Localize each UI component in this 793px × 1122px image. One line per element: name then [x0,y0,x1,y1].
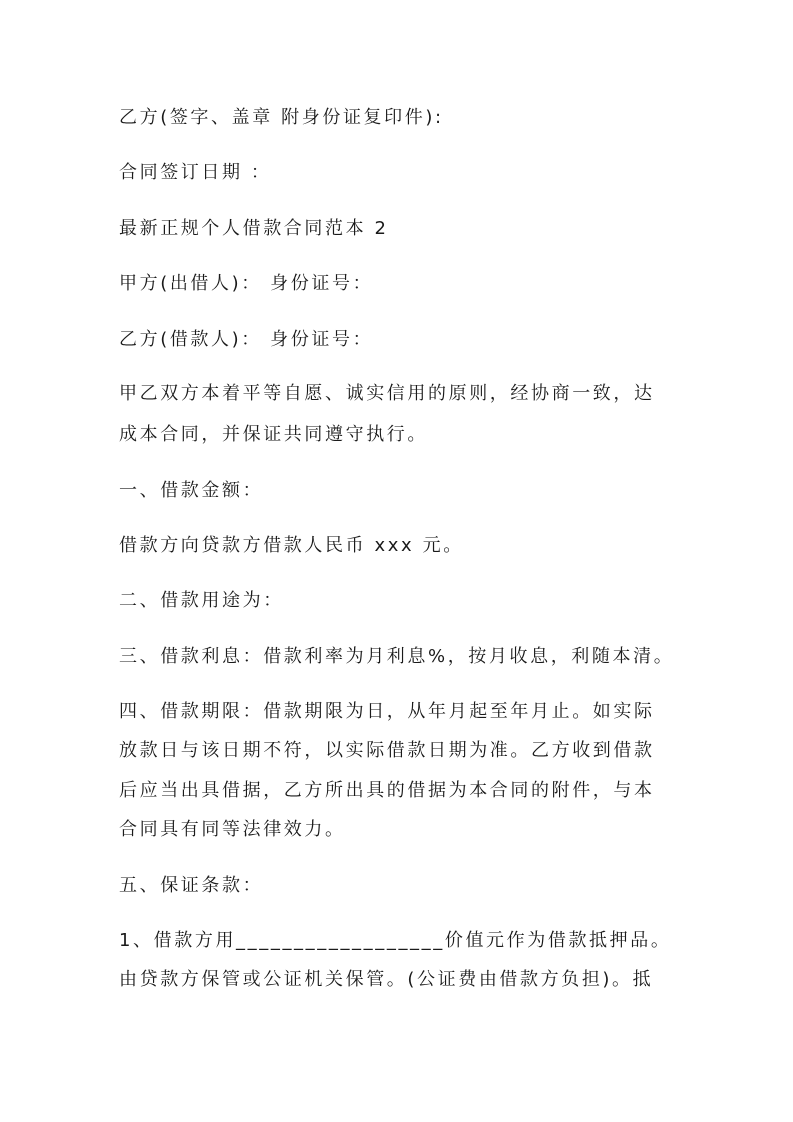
party-b-signature-line: 乙方(签字、盖章 附身份证复印件): [119,107,444,128]
preamble-line-1: 甲乙双方本着平等自愿、诚实信用的原则，经协商一致，达 [119,383,655,404]
section-4-line-2: 放款日与该日期不符，以实际借款日期为准。乙方收到借款 [119,740,655,761]
section-5-item-1-line-1: 1、借款方用__________________价值元作为借款抵押品。 [119,930,672,951]
section-4-line-3: 后应当出具借据，乙方所出具的借据为本合同的附件，与本 [119,780,655,801]
contract-date-line: 合同签订日期 ： [119,162,272,183]
party-a-line: 甲方(出借人)： 身份证号： [119,273,374,294]
section-4-line-4: 合同具有同等法律效力。 [119,819,346,840]
section-5-item-1-line-2: 由贷款方保管或公证机关保管。(公证费由借款方负担)。抵 [119,969,654,990]
section-1-heading: 一、借款金额： [119,480,264,501]
contract-title: 最新正规个人借款合同范本 2 [119,218,389,239]
section-5-heading: 五、保证条款： [119,875,264,896]
section-1-body: 借款方向贷款方借款人民币 xxx 元。 [119,535,464,556]
preamble-line-2: 成本合同，并保证共同遵守执行。 [119,424,428,445]
section-2-heading: 二、借款用途为： [119,590,284,611]
section-3-line: 三、借款利息：借款利率为月利息%，按月收息，利随本清。 [119,646,675,667]
section-4-line-1: 四、借款期限：借款期限为日，从年月起至年月止。如实际 [119,701,655,722]
party-b-line: 乙方(借款人)： 身份证号： [119,329,374,350]
